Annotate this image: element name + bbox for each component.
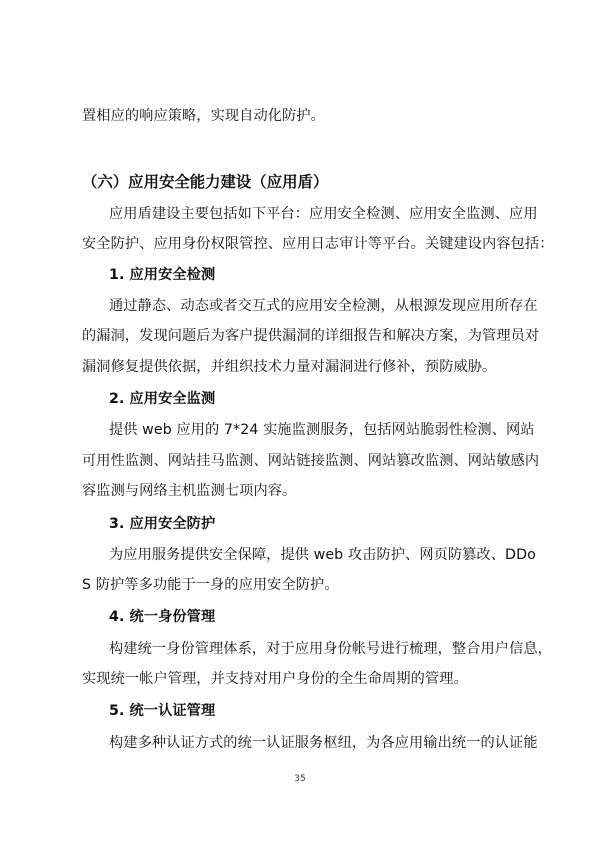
item-heading: 5. 统一认证管理	[109, 703, 216, 719]
item-heading: 4. 统一身份管理	[109, 609, 216, 625]
item-line: 可用性监测、网站挂马监测、网站链接监测、网站篡改监测、网站敏感内	[82, 453, 540, 469]
item-line: 为应用服务提供安全保障，提供 web 攻击防护、网页防篡改、DDo	[109, 547, 536, 563]
item-line: 通过静态、动态或者交互式的应用安全检测，从根源发现应用所存在	[109, 298, 538, 314]
page-number: 35	[294, 774, 306, 784]
item-line: 构建统一身份管理体系，对于应用身份帐号进行梳理，整合用户信息，	[109, 641, 552, 657]
item-line: 容监测与网络主机监测七项内容。	[82, 483, 297, 499]
item-line: 构建多种认证方式的统一认证服务枢纽，为各应用输出统一的认证能	[109, 735, 538, 751]
intro-line: 应用盾建设主要包括如下平台：应用安全检测、应用安全监测、应用	[109, 206, 538, 222]
item-heading: 1. 应用安全检测	[109, 267, 216, 283]
section-title: （六）应用安全能力建设（应用盾）	[82, 173, 329, 191]
item-line: 实现统一帐户管理，并支持对用户身份的全生命周期的管理。	[82, 671, 468, 687]
paragraph-continuation: 置相应的响应策略，实现自动化防护。	[82, 108, 325, 124]
item-line: 提供 web 应用的 7*24 实施监测服务，包括网站脆弱性检测、网站	[109, 422, 535, 438]
item-line: 的漏洞，发现问题后为客户提供漏洞的详细报告和解决方案，为管理员对	[82, 328, 540, 344]
item-line: 漏洞修复提供依据，并组织技术力量对漏洞进行修补，预防威胁。	[82, 359, 497, 375]
item-heading: 2. 应用安全监测	[109, 391, 216, 407]
item-line: S 防护等多功能于一身的应用安全防护。	[82, 577, 339, 593]
intro-line: 安全防护、应用身份权限管控、应用日志审计等平台。关键建设内容包括：	[82, 236, 554, 252]
item-heading: 3. 应用安全防护	[109, 516, 216, 532]
